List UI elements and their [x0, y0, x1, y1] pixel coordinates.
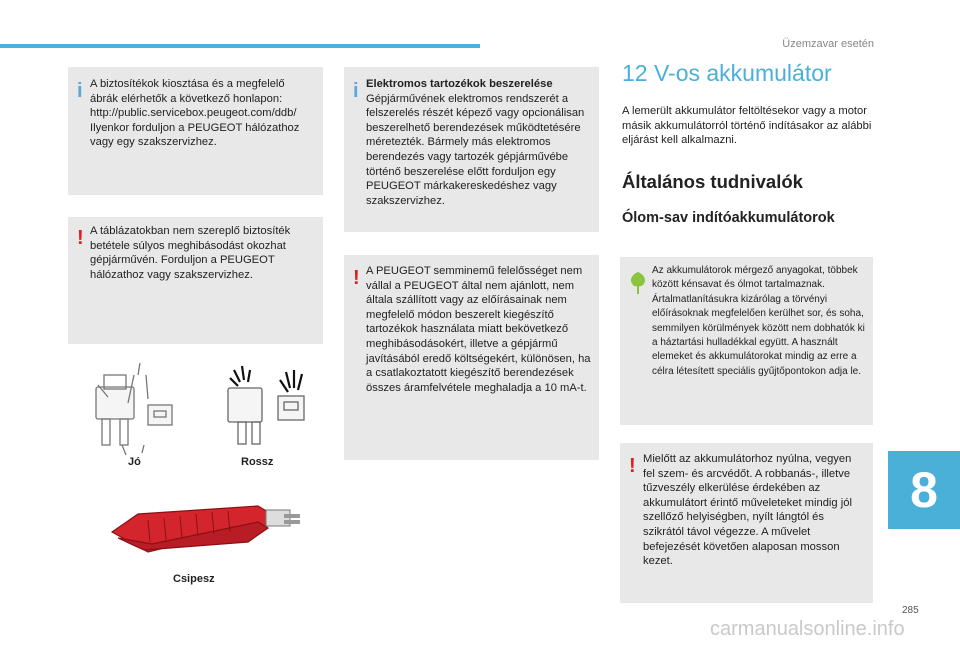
warning-box-battery-safety — [620, 443, 873, 603]
info-box-electrical-accessories — [344, 67, 599, 232]
caption-good: Jó — [128, 456, 141, 468]
chapter-tab: 8 — [888, 451, 960, 529]
watermark: carmanualsonline.info — [710, 618, 905, 640]
page-number: 285 — [902, 605, 919, 616]
info-box-text: A biztosítékok kiosztása és a megfelelő ábrák elérhetők a következő honlapon: http://public.servicebox.peugeot.com/ddb/ Ilyenkor forduljon a PEUGEOT hálózathoz vagy egy szakszervizhez. — [90, 78, 300, 149]
section-title: 12 V-os akkumulátor — [622, 60, 832, 86]
heading-lead-acid: Ólom-sav indítóakkumulátorok — [622, 210, 835, 226]
info-box-fuse-allocation — [68, 67, 323, 195]
warning-icon: ! — [629, 455, 636, 477]
caption-tweezers: Csipesz — [173, 573, 215, 585]
info-box-title: Elektromos tartozékok beszerelése — [366, 78, 553, 90]
heading-general: Általános tudnivalók — [622, 171, 803, 192]
tree-icon — [628, 271, 648, 295]
warning-box-text: A táblázatokban nem szereplő biztosíték betétele súlyos meghibásodást okozhat gépjárművén. Forduljon a PEUGEOT hálózathoz vagy szakszervizhez. — [90, 225, 291, 281]
warning-icon: ! — [353, 267, 360, 289]
info-box-text: Gépjárművének elektromos rendszerét a felszerelés részét képező vagy opcionálisan beszerelhető berendezések működtetésére méretezték. Bármely más elektromos berendezés vagy tartozék gépjárművébe történő beszerelése előtt forduljon egy PEUGEOT márkakereskedéshez vagy szakszervizhez. — [366, 92, 585, 207]
warning-box-text: Mielőtt az akkumulátorhoz nyúlna, vegyen fel szem- és arcvédőt. A robbanás-, illetve tűzveszély elkerülése érdekében az akkumulátort érintő műveleteket mindig jól szellőző helyiségben, nyílt lángtól és szikrától távol végezze. A művelet befejezését követően alaposan mosson kezet. — [643, 453, 852, 568]
fuse-illustration-bad — [214, 360, 314, 450]
eco-box-battery-disposal — [620, 257, 873, 425]
intro-text: A lemerült akkumulátor feltöltésekor vagy a motor másik akkumulátorról történő indításakor az alábbi eljárást kell alkalmazni. — [622, 105, 872, 147]
warning-box-text: A PEUGEOT semminemű felelősséget nem vállal a PEUGEOT által nem ajánlott, nem általa szállított vagy az előírásainak nem megfelelő módon beszerelt kiegészítő tartozékok használata miatt bekövetkező meghibásodásokért, illetve a gépjármű javításából eredő költségekért, különösen, ha a csatlakoztatott kiegészítő berendezések összes áramfelvétele meghaladja a 10 mA-t. — [366, 265, 591, 394]
caption-bad: Rossz — [241, 456, 274, 468]
fuse-illustration-good — [88, 355, 178, 455]
running-header: Üzemzavar esetén — [782, 38, 874, 50]
eco-box-text: Az akkumulátorok mérgező anyagokat, többek között kénsavat és ólmot tartalmaznak. Ártalmatlanításukra kizárólag a törvényi előírásoknak megfelelően kerülhet sor, és soha, semmilyen körülmények között nem dobhatók ki a háztartási hulladékkal együtt. A használt elemeket és akkumulátorokat mindig az erre a célra létesített speciális gyűjtőpontokon adja le. — [652, 265, 865, 377]
fuse-tweezers-illustration — [108, 492, 303, 567]
info-icon: i — [353, 80, 359, 102]
header-rule — [0, 44, 480, 48]
warning-box-fuse — [68, 217, 323, 344]
warning-icon: ! — [77, 227, 84, 249]
warning-box-liability — [344, 255, 599, 460]
info-icon: i — [77, 80, 83, 102]
